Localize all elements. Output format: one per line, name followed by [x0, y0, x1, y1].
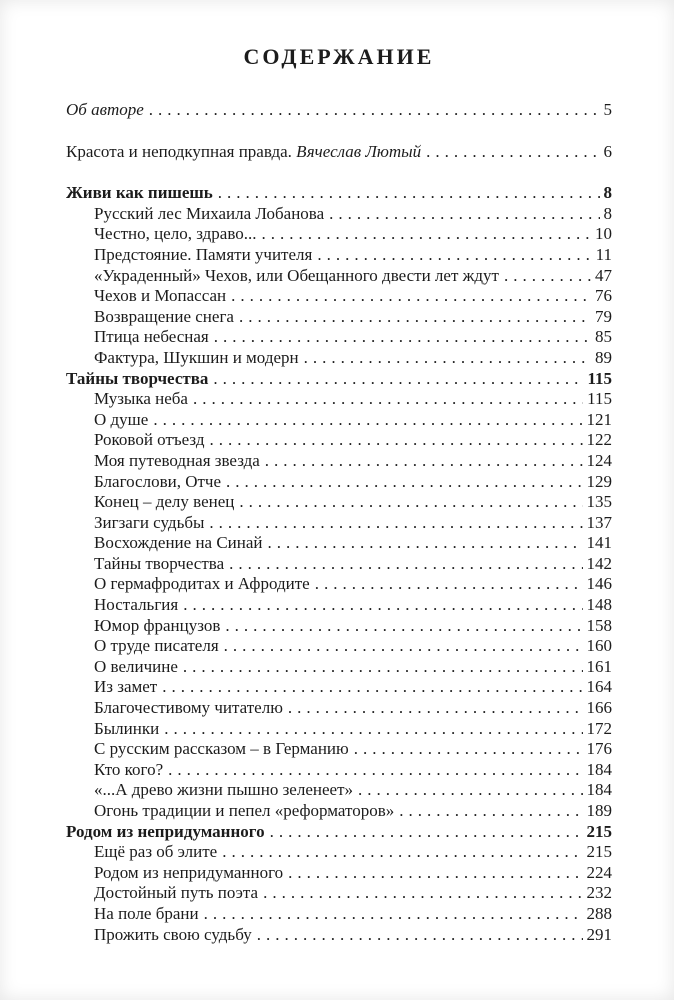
- toc-entry: [66, 616, 612, 637]
- toc-entry: [66, 430, 612, 451]
- dot-leader: [304, 348, 591, 369]
- toc-entry: [66, 574, 612, 595]
- dot-leader: [288, 863, 582, 884]
- toc-entry-page: 184: [586, 759, 612, 779]
- toc-entry-label: Восхождение на Синай: [94, 533, 263, 553]
- toc-entry-label: Предстояние. Памяти учителя: [94, 244, 313, 264]
- toc-entry: [66, 451, 612, 472]
- toc-entry-label: Моя путеводная звезда: [94, 450, 260, 470]
- toc-entry-page: 135: [586, 492, 612, 512]
- dot-leader: [229, 554, 582, 575]
- dot-leader: [193, 389, 583, 410]
- toc-entry: [66, 369, 612, 390]
- toc-entry: [66, 595, 612, 616]
- dot-leader: [317, 245, 591, 266]
- toc-entry-page: 137: [586, 512, 612, 532]
- toc-entry-label: Зигзаги судьбы: [94, 512, 205, 532]
- toc-entry-page: 8: [603, 183, 612, 203]
- toc-entry: [66, 410, 612, 431]
- dot-leader: [239, 492, 582, 513]
- dot-leader: [183, 595, 582, 616]
- toc-entry: [66, 842, 612, 863]
- toc-entry-label: О гермафродитах и Афродите: [94, 574, 310, 594]
- toc-entry-page: 10: [595, 224, 612, 244]
- toc-entry-page: 148: [586, 595, 612, 615]
- toc-entry: [66, 822, 612, 843]
- toc-entry: [66, 348, 612, 369]
- toc-entry-label: Конец – делу венец: [94, 492, 235, 512]
- dot-leader: [239, 307, 591, 328]
- toc-entry: [66, 327, 612, 348]
- toc-entry-page: 129: [586, 471, 612, 491]
- toc-entry-label: О душе: [94, 409, 149, 429]
- toc-entry-label: О величине: [94, 656, 178, 676]
- toc-entry-page: 141: [586, 533, 612, 553]
- toc-entry-page: 85: [595, 327, 612, 347]
- toc-entry-page: 47: [595, 265, 612, 285]
- toc-entry-page: 89: [595, 347, 612, 367]
- toc-entry-label: Кто кого?: [94, 759, 164, 779]
- toc-entry: [66, 636, 612, 657]
- toc-entry-author: Вячеслав Лютый: [296, 141, 422, 161]
- toc-entry-page: 215: [586, 842, 612, 862]
- toc-entry-label: Об авторе: [66, 100, 144, 119]
- dot-leader: [354, 739, 583, 760]
- dot-leader: [261, 224, 591, 245]
- toc-entry-page: 115: [587, 389, 612, 409]
- toc-entry-label: Огонь традиции и пепел «реформаторов»: [94, 801, 395, 820]
- toc-list: [66, 100, 612, 945]
- toc-entry-label: Тайны творчества: [66, 368, 209, 388]
- dot-leader: [213, 369, 583, 390]
- toc-entry-page: 215: [586, 821, 612, 841]
- toc-entry: [66, 472, 612, 493]
- toc-entry-page: 288: [586, 903, 612, 923]
- toc-entry-label: Роковой отъезд: [94, 430, 205, 450]
- toc-entry: [66, 286, 612, 307]
- toc-entry-label: «Украденный» Чехов, или Обещанного двести лет ждут: [94, 265, 499, 285]
- toc-entry-label: Ностальгия: [94, 595, 179, 615]
- toc-entry-label: Былинки: [94, 718, 160, 738]
- toc-entry-label: На поле брани: [94, 903, 199, 923]
- toc-entry-label: Родом из непридуманного: [66, 821, 265, 841]
- toc-entry-label: Музыка неба: [94, 389, 188, 409]
- toc-entry-page: 124: [586, 450, 612, 470]
- toc-entry-label: Русский лес Михаила Лобанова: [94, 203, 325, 223]
- toc-entry-label: Возвращение снега: [94, 306, 234, 326]
- dot-leader: [268, 533, 583, 554]
- dot-leader: [270, 822, 583, 843]
- toc-entry: [66, 739, 612, 760]
- dot-leader: [218, 183, 600, 204]
- dot-leader: [224, 636, 583, 657]
- toc-entry: [66, 677, 612, 698]
- toc-entry-page: 161: [586, 656, 612, 676]
- toc-entry: [66, 245, 612, 266]
- toc-entry-page: 176: [586, 739, 612, 759]
- toc-entry-label: Ещё раз об элите: [94, 842, 218, 862]
- toc-entry: [66, 183, 612, 204]
- toc-entry: [66, 801, 612, 822]
- dot-leader: [164, 719, 582, 740]
- dot-leader: [210, 430, 583, 451]
- toc-entry-label: Юмор французов: [94, 615, 221, 635]
- page-title: СОДЕРЖАНИЕ: [243, 44, 435, 69]
- dot-leader: [209, 513, 582, 534]
- toc-entry-page: 291: [586, 924, 612, 944]
- toc-entry: [66, 389, 612, 410]
- toc-entry: [66, 513, 612, 534]
- toc-entry-page: 121: [586, 409, 612, 429]
- toc-entry: [66, 904, 612, 925]
- dot-leader: [257, 925, 583, 946]
- toc-entry-label: Из замет: [94, 677, 158, 697]
- toc-entry-page: 142: [586, 553, 612, 573]
- dot-leader: [226, 472, 583, 493]
- dot-leader: [358, 780, 582, 801]
- toc-entry: [66, 224, 612, 245]
- toc-entry: [66, 760, 612, 781]
- toc-entry-page: 11: [595, 244, 612, 264]
- toc-entry-label: Достойный путь поэта: [94, 883, 259, 903]
- dot-leader: [231, 286, 591, 307]
- toc-entry-page: 224: [586, 862, 612, 882]
- toc-entry-page: 115: [587, 368, 612, 388]
- toc-entry-page: 189: [586, 801, 612, 820]
- dot-leader: [504, 266, 591, 287]
- dot-leader: [222, 842, 582, 863]
- dot-leader: [183, 657, 583, 678]
- toc-entry: [66, 883, 612, 904]
- toc-entry-page: 158: [586, 615, 612, 635]
- toc-entry-label: «...А древо жизни пышно зеленеет»: [94, 780, 354, 800]
- toc-entry-page: 232: [586, 883, 612, 903]
- toc-entry-label: О труде писателя: [94, 636, 219, 656]
- dot-leader: [149, 100, 600, 121]
- toc-entry-label: Живи как пишешь: [66, 183, 213, 203]
- toc-entry: [66, 925, 612, 946]
- toc-entry-page: 164: [586, 677, 612, 697]
- toc-entry: [66, 698, 612, 719]
- toc-entry-label: Тайны творчества: [94, 553, 225, 573]
- toc-entry-label: Благослови, Отче: [94, 471, 221, 491]
- toc-entry: [66, 204, 612, 225]
- toc-entry-page: 184: [586, 780, 612, 800]
- toc-entry-page: 122: [586, 430, 612, 450]
- dot-leader: [263, 883, 582, 904]
- toc-entry-page: 8: [603, 203, 612, 223]
- toc-entry: [66, 307, 612, 328]
- dot-leader: [225, 616, 582, 637]
- toc-entry-page: 5: [603, 100, 612, 119]
- toc-entry: [66, 266, 612, 287]
- dot-leader: [153, 410, 582, 431]
- toc-entry-label: Фактура, Шукшин и модерн: [94, 347, 299, 367]
- toc-entry-label: Прожить свою судьбу: [94, 924, 252, 944]
- toc-entry-page: 146: [586, 574, 612, 594]
- dot-leader: [329, 204, 599, 225]
- toc-entry: [66, 554, 612, 575]
- toc-entry-label: Красота и неподкупная правда. Вячеслав Лютый: [66, 141, 422, 161]
- dot-leader: [426, 142, 599, 163]
- toc-entry-label: Честно, цело, здраво...: [94, 224, 257, 244]
- dot-leader: [214, 327, 591, 348]
- dot-leader: [315, 574, 583, 595]
- toc-entry-page: 76: [595, 286, 612, 306]
- dot-leader: [168, 760, 582, 781]
- toc-entry-label: С русским рассказом – в Германию: [94, 739, 349, 759]
- toc-entry-label: Родом из непридуманного: [94, 862, 284, 882]
- toc-entry-label: Благочестивому читателю: [94, 698, 283, 718]
- toc-entry-label: Птица небесная: [94, 327, 209, 347]
- dot-leader: [162, 677, 582, 698]
- toc-entry: [66, 780, 612, 801]
- toc-entry: [66, 863, 612, 884]
- toc-entry: [66, 100, 612, 121]
- toc-entry: [66, 492, 612, 513]
- dot-leader: [288, 698, 583, 719]
- toc-entry: [66, 719, 612, 740]
- toc-entry-page: 166: [586, 698, 612, 718]
- toc-entry-page: 172: [586, 718, 612, 738]
- toc-entry-page: 6: [603, 141, 612, 161]
- toc-entry: [66, 142, 612, 163]
- toc-entry-page: 160: [586, 636, 612, 656]
- toc-entry: [66, 533, 612, 554]
- dot-leader: [265, 451, 583, 472]
- toc-entry-page: 79: [595, 306, 612, 326]
- toc-entry: [66, 657, 612, 678]
- toc-entry-label: Чехов и Мопассан: [94, 286, 227, 306]
- dot-leader: [399, 801, 582, 822]
- dot-leader: [204, 904, 583, 925]
